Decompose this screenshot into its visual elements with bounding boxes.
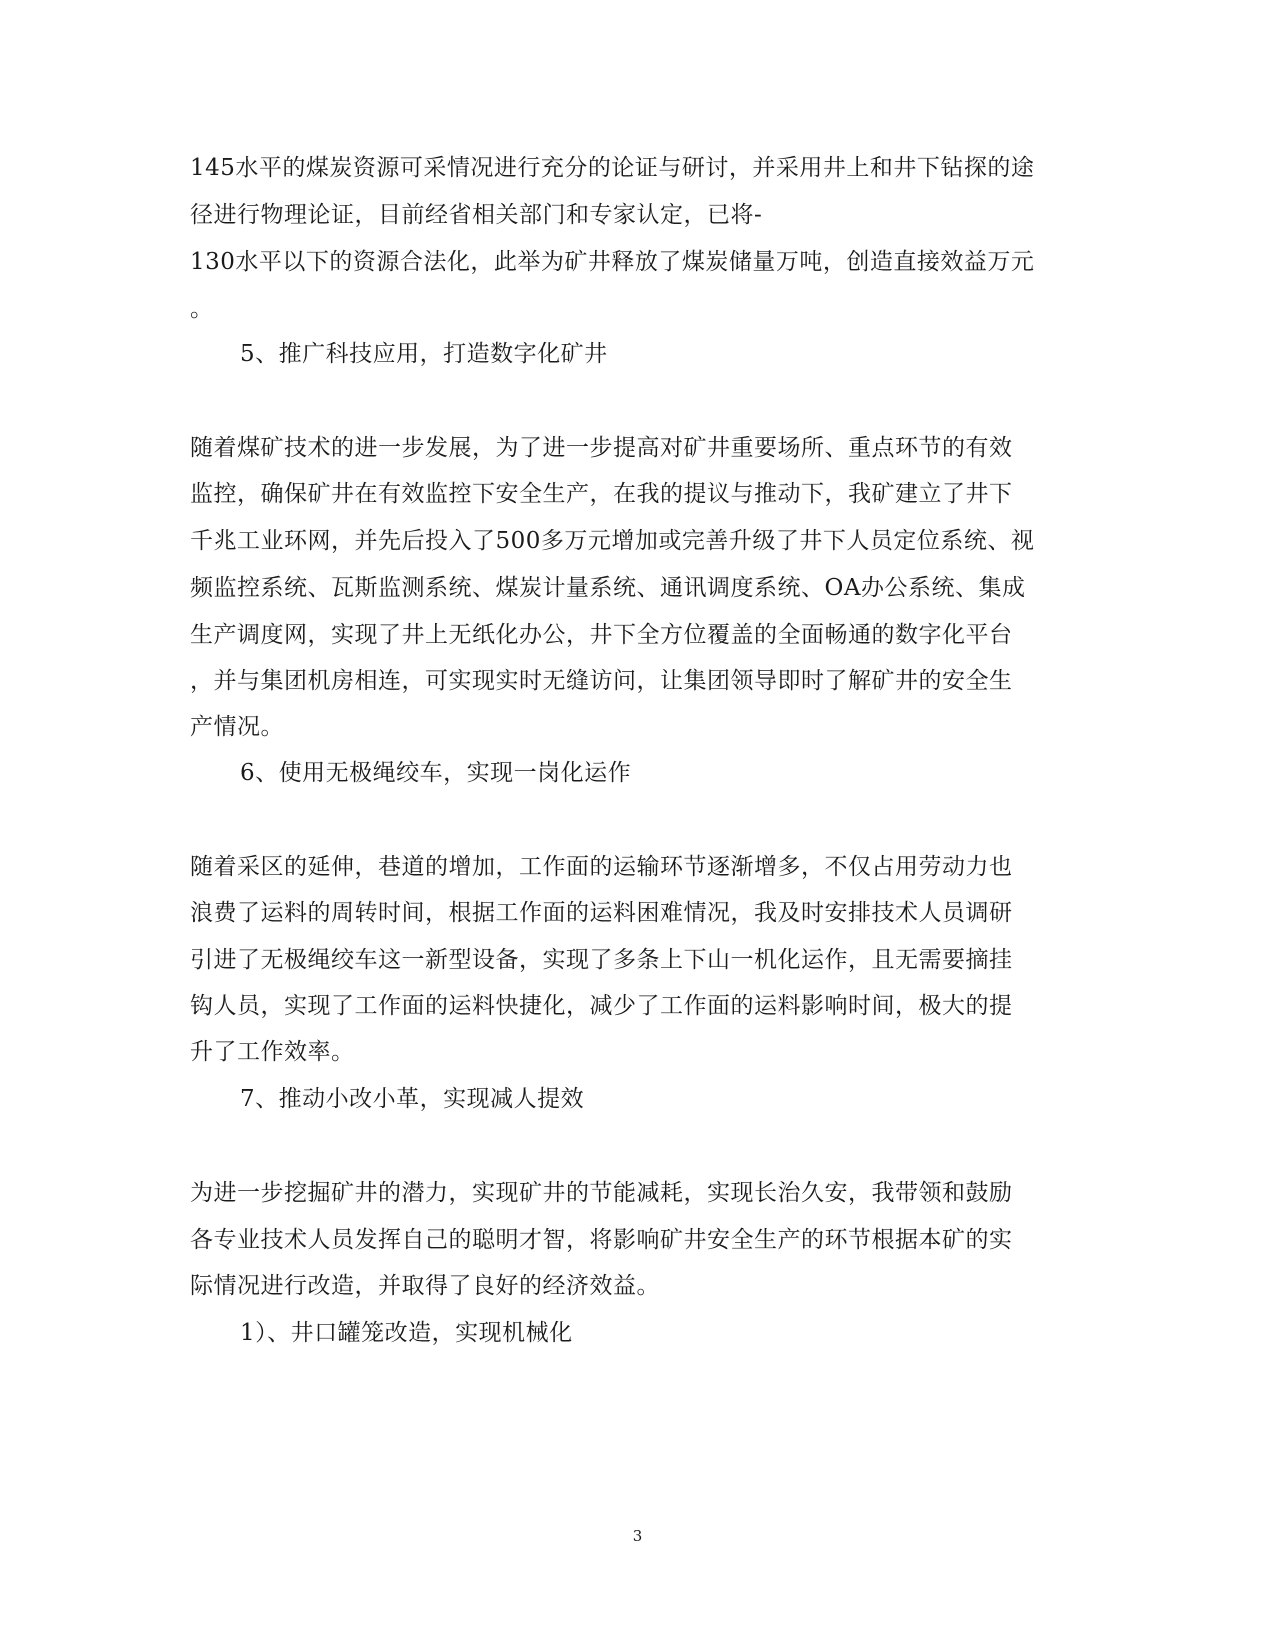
text-line: 钩人员，实现了工作面的运料快捷化，减少了工作面的运料影响时间，极大的提	[190, 993, 1013, 1019]
text-line: 各专业技术人员发挥自己的聪明才智，将影响矿井安全生产的环节根据本矿的实	[190, 1227, 1013, 1253]
text-line: 监控，确保矿井在有效监控下安全生产，在我的提议与推动下，我矿建立了井下	[190, 481, 1013, 507]
section-heading: 1）、井口罐笼改造，实现机械化	[240, 1320, 573, 1346]
text-line: 引进了无极绳绞车这一新型设备，实现了多条上下山一机化运作，且无需要摘挂	[190, 947, 1013, 973]
text-line: 随着采区的延伸，巷道的增加，工作面的运输环节逐渐增多，不仅占用劳动力也	[190, 854, 1013, 880]
text-line: 际情况进行改造，并取得了良好的经济效益。	[190, 1273, 660, 1299]
text-line: 130水平以下的资源合法化，此举为矿井释放了煤炭储量万吨，创造直接效益万元	[190, 249, 1035, 275]
text-line: 升了工作效率。	[190, 1039, 355, 1065]
section-heading: 7、推动小改小革，实现减人提效	[240, 1086, 585, 1112]
text-line: 频监控系统、瓦斯监测系统、煤炭计量系统、通讯调度系统、OA办公系统、集成	[190, 575, 1026, 601]
text-line: 为进一步挖掘矿井的潜力，实现矿井的节能减耗，实现长治久安，我带领和鼓励	[190, 1180, 1013, 1206]
text-line: 千兆工业环网，并先后投入了500多万元增加或完善升级了井下人员定位系统、视	[190, 528, 1035, 554]
text-line: 。	[190, 296, 214, 322]
text-line: 浪费了运料的周转时间，根据工作面的运料困难情况，我及时安排技术人员调研	[190, 900, 1013, 926]
text-line: 生产调度网，实现了井上无纸化办公，井下全方位覆盖的全面畅通的数字化平台	[190, 622, 1013, 648]
text-line: 径进行物理论证，目前经省相关部门和专家认定，已将-	[190, 202, 763, 228]
text-line: 随着煤矿技术的进一步发展，为了进一步提高对矿井重要场所、重点环节的有效	[190, 435, 1013, 461]
text-line: ，并与集团机房相连，可实现实时无缝访问，让集团领导即时了解矿井的安全生	[190, 668, 1013, 694]
page-number: 3	[632, 1527, 643, 1545]
section-heading: 5、推广科技应用，打造数字化矿井	[240, 341, 608, 367]
text-line: 145水平的煤炭资源可采情况进行充分的论证与研讨，并采用井上和井下钻探的途	[190, 155, 1035, 181]
section-heading: 6、使用无极绳绞车，实现一岗化运作	[240, 760, 632, 786]
text-line: 产情况。	[190, 714, 284, 740]
